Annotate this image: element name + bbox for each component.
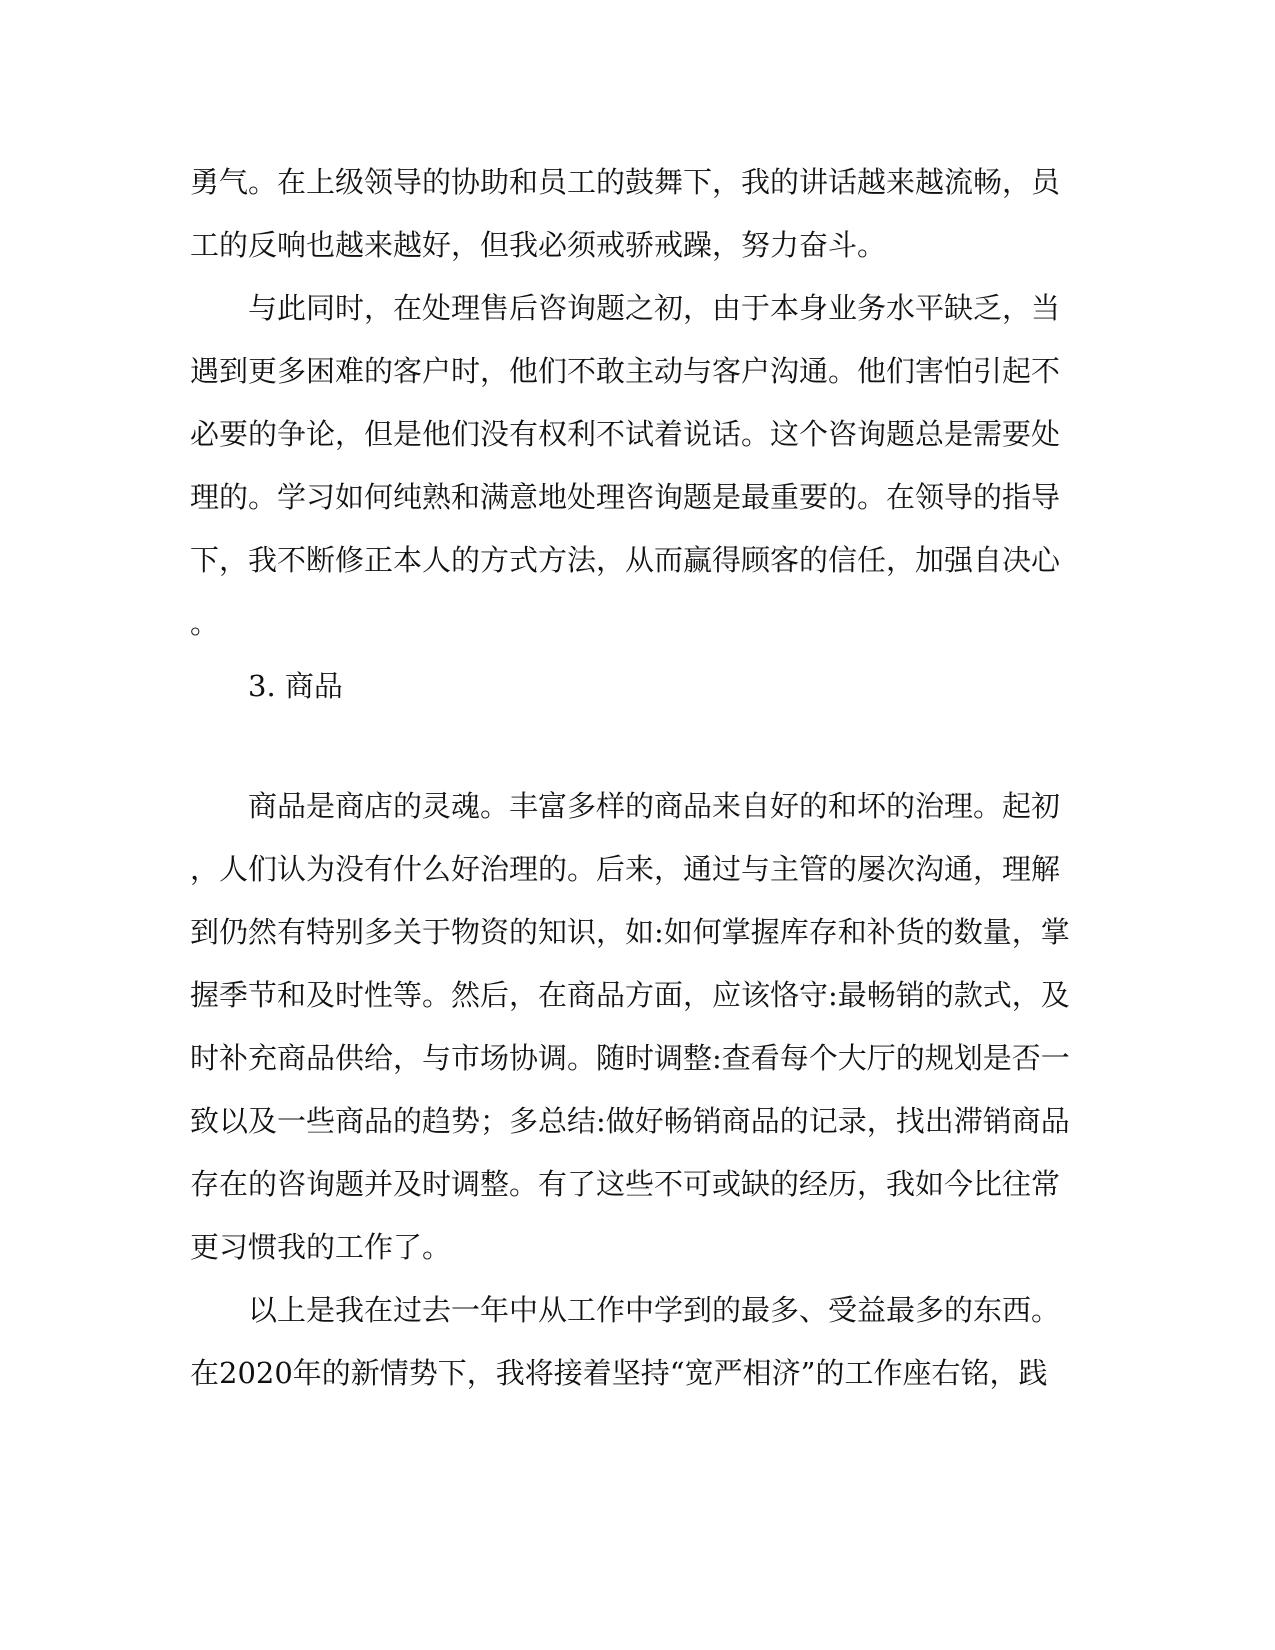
- paragraph-start-line: 与此同时，在处理售后咨询题之初，由于本身业务水平缺乏，当: [248, 291, 1061, 325]
- text-line: 在2020年的新情势下，我将接着坚持“宽严相济”的工作座右铭，践: [190, 1356, 1048, 1390]
- text-line: 理的。学习如何纯熟和满意地处理咨询题是最重要的。在领导的指导: [190, 480, 1061, 514]
- text-line: 时补充商品供给，与市场协调。随时调整:查看每个大厅的规划是否一: [190, 1041, 1070, 1075]
- section-heading: 3. 商品: [248, 669, 343, 703]
- text-line: 下，我不断修正本人的方式方法，从而赢得顾客的信任，加强自决心: [190, 543, 1061, 577]
- text-line: 必要的争论，但是他们没有权利不试着说话。这个咨询题总是需要处: [190, 417, 1061, 451]
- text-line: 更习惯我的工作了。: [190, 1230, 452, 1264]
- paragraph-start-line: 商品是商店的灵魂。丰富多样的商品来自好的和坏的治理。起初: [248, 789, 1061, 823]
- text-line: 工的反响也越来越好，但我必须戒骄戒躁，努力奋斗。: [190, 228, 887, 262]
- text-line: 致以及一些商品的趋势；多总结:做好畅销商品的记录，找出滞销商品: [190, 1104, 1070, 1138]
- text-line: 存在的咨询题并及时调整。有了这些不可或缺的经历，我如今比往常: [190, 1167, 1061, 1201]
- text-line: 勇气。在上级领导的协助和员工的鼓舞下，我的讲话越来越流畅，员: [190, 165, 1061, 199]
- text-line: 握季节和及时性等。然后，在商品方面，应该恪守:最畅销的款式，及: [190, 978, 1070, 1012]
- text-line: 遇到更多困难的客户时，他们不敢主动与客户沟通。他们害怕引起不: [190, 354, 1061, 388]
- text-line: 。: [190, 606, 220, 640]
- paragraph-start-line: 以上是我在过去一年中从工作中学到的最多、受益最多的东西。: [248, 1293, 1061, 1327]
- text-line: ，人们认为没有什么好治理的。后来，通过与主管的屡次沟通，理解: [190, 852, 1061, 886]
- text-line: 到仍然有特别多关于物资的知识，如:如何掌握库存和补货的数量，掌: [190, 915, 1070, 949]
